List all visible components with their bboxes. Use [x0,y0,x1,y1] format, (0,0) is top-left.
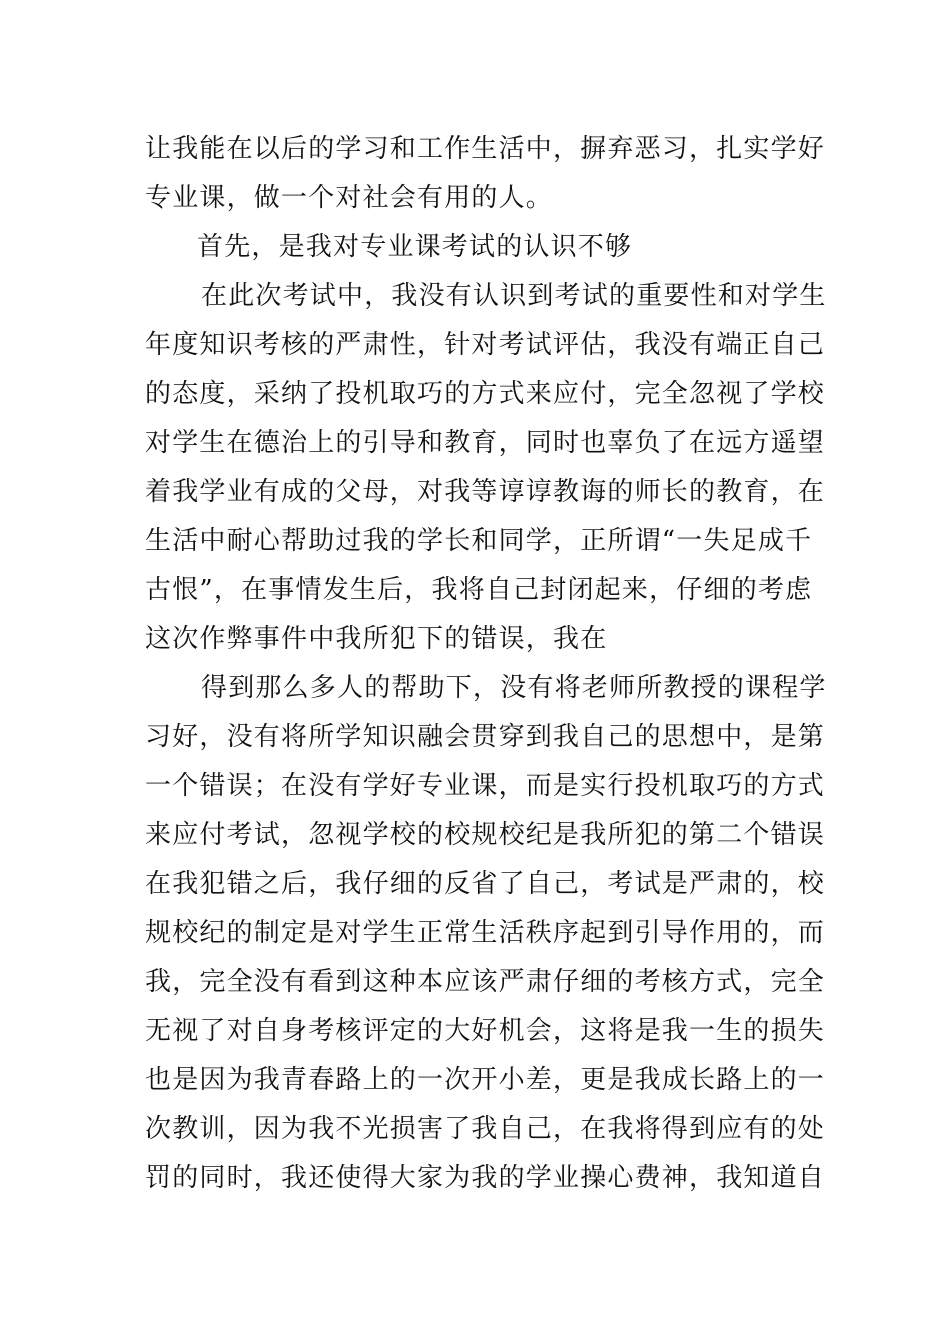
text-line: 对学生在德治上的引导和教育，同时也辜负了在远方遥望 [145,428,826,458]
paragraph-start-line: 在此次考试中，我没有认识到考试的重要性和对学生 [201,281,827,311]
document-body [145,125,827,1203]
section-heading: 首先，是我对专业课考试的认识不够 [197,232,633,262]
text-line: 来应付考试，忽视学校的校规校纪是我所犯的第二个错误 [145,820,826,850]
text-line: 专业课，做一个对社会有用的人。 [145,183,554,213]
text-line: 的态度，采纳了投机取巧的方式来应付，完全忽视了学校 [145,379,826,409]
text-line: 这次作弊事件中我所犯下的错误，我在 [145,624,608,654]
text-line: 让我能在以后的学习和工作生活中，摒弃恶习，扎实学好 [145,134,826,164]
text-line: 着我学业有成的父母，对我等谆谆教诲的师长的教育，在 [145,477,826,507]
text-line: 生活中耐心帮助过我的学长和同学，正所谓“一失足成千 [145,526,813,556]
text-line: 次教训，因为我不光损害了我自己，在我将得到应有的处 [145,1114,826,1144]
text-line: 规校纪的制定是对学生正常生活秩序起到引导作用的，而 [145,918,826,948]
text-line: 习好，没有将所学知识融会贯穿到我自己的思想中，是第 [145,722,826,752]
text-line: 年度知识考核的严肃性，针对考试评估，我没有端正自己 [145,330,826,360]
text-line: 罚的同时，我还使得大家为我的学业操心费神，我知道自 [145,1163,826,1193]
text-line: 一个错误；在没有学好专业课，而是实行投机取巧的方式 [145,771,826,801]
text-line: 也是因为我青春路上的一次开小差，更是我成长路上的一 [145,1065,826,1095]
paragraph-start-line: 得到那么多人的帮助下，没有将老师所教授的课程学 [201,673,827,703]
text-line: 在我犯错之后，我仔细的反省了自己，考试是严肃的，校 [145,869,826,899]
text-line: 无视了对自身考核评定的大好机会，这将是我一生的损失 [145,1016,826,1046]
text-line: 古恨”，在事情发生后，我将自己封闭起来，仔细的考虑 [145,575,813,605]
text-line: 我，完全没有看到这种本应该严肃仔细的考核方式，完全 [145,967,826,997]
